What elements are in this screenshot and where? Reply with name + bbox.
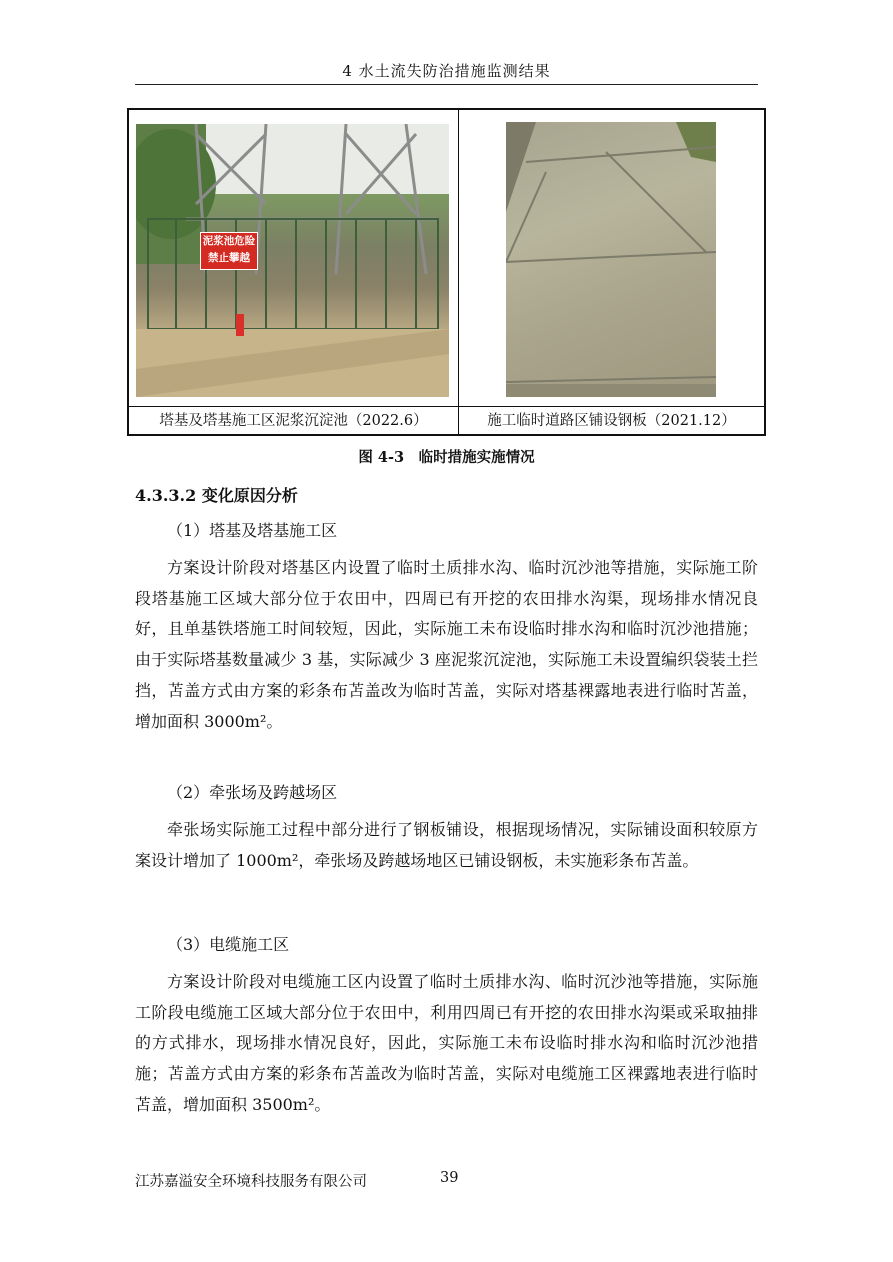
paragraph-1: 方案设计阶段对塔基区内设置了临时土质排水沟、临时沉沙池等措施，实际施工阶段塔基施工区域大部分位于农田中，四周已有开挖的农田排水沟渠，现场排水情况良好，且单基铁塔施工时间较短，因此，实际施工未布设临时排水沟和临时沉沙池措施；由于实际塔基数量减少 3 基，实际减少 3 座泥浆沉淀池，实际施工未设置编织袋装土拦挡，苫盖方式由方案的彩条布苫盖改为临时苫盖，实际对塔基裸露地表进行临时苫盖，增加面积 3000m²。 bbox=[135, 558, 758, 731]
figure-title: 图 4-3 临时措施实施情况 bbox=[358, 449, 535, 466]
figure-caption-rule bbox=[129, 406, 764, 407]
paragraph-2: 牵张场实际施工过程中部分进行了钢板铺设，根据现场情况，实际铺设面积较原方案设计增加了 1000m²，牵张场及跨越场地区已铺设钢板，未实施彩条布苫盖。 bbox=[135, 820, 758, 870]
paragraph-3: 方案设计阶段对电缆施工区内设置了临时土质排水沟、临时沉沙池等措施，实际施工阶段电缆施工区域大部分位于农田中，利用四周已有开挖的农田排水沟渠或采取抽排的方式排水，现场排水情况良好，因此，实际施工未布设临时排水沟和临时沉沙池措施；苫盖方式由方案的彩条布苫盖改为临时苫盖，实际对电缆施工区裸露地表进行临时苫盖，增加面积 3500m²。 bbox=[135, 972, 758, 1114]
subsection-label-2: （2）牵张场及跨越场区 bbox=[167, 783, 338, 802]
left-photo-caption: 塔基及塔基施工区泥浆沉淀池（2022.6） bbox=[159, 413, 428, 429]
photo-steel-plate-road bbox=[506, 122, 716, 397]
warning-sign-line-2: 禁止攀越 bbox=[208, 252, 250, 264]
page-number: 39 bbox=[440, 1170, 459, 1186]
warning-sign bbox=[200, 232, 258, 270]
header-rule bbox=[135, 84, 758, 85]
figure-column-divider bbox=[458, 110, 459, 434]
warning-sign-line-1: 泥浆池危险 bbox=[202, 235, 256, 247]
subsection-label-1: （1）塔基及塔基施工区 bbox=[167, 521, 338, 540]
footer-company: 江苏嘉溢安全环境科技服务有限公司 bbox=[135, 1174, 367, 1190]
subsection-label-3: （3）电缆施工区 bbox=[167, 935, 290, 954]
figure-table bbox=[127, 108, 766, 436]
right-photo-caption: 施工临时道路区铺设钢板（2021.12） bbox=[487, 413, 736, 429]
photo-right-illustration bbox=[506, 122, 716, 397]
photo-slurry-settling-pond bbox=[136, 124, 449, 397]
photo-left-illustration bbox=[136, 124, 449, 397]
page-header-title: 4 水土流失防治措施监测结果 bbox=[342, 62, 551, 80]
section-heading: 4.3.3.2 变化原因分析 bbox=[135, 486, 298, 505]
